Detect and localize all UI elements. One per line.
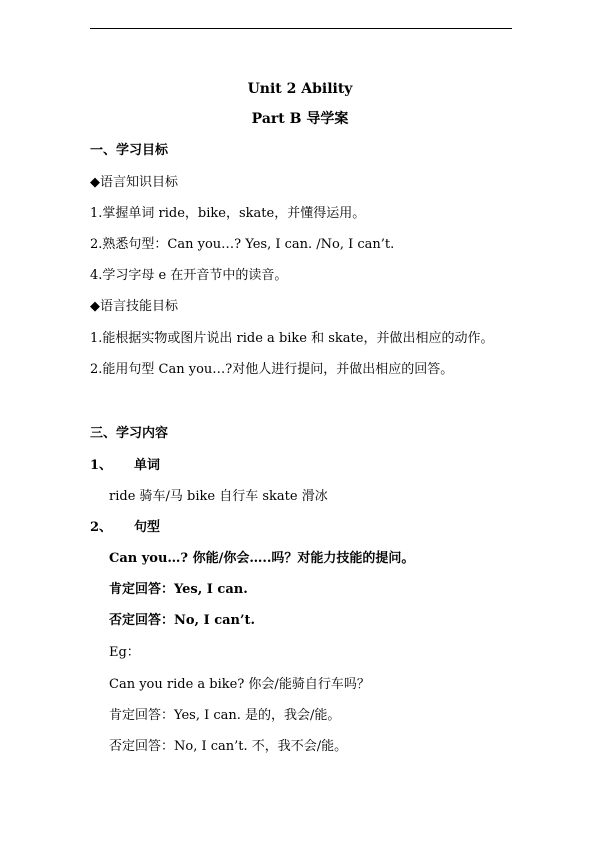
example-negative: 否定回答：No, I can’t. 不，我不会/能。 [109, 739, 348, 754]
words-number: 1、 [90, 458, 113, 473]
document-subtitle: Part B 导学案 [251, 111, 349, 127]
example-question: Can you ride a bike? 你会/能骑自行车吗？ [109, 677, 370, 692]
skills-goals-heading: ◆语言技能目标 [90, 299, 178, 314]
knowledge-goals-heading: ◆语言知识目标 [90, 175, 178, 190]
sentences-label: 句型 [134, 520, 161, 535]
knowledge-goal-item: 1.掌握单词 ride，bike，skate，并懂得运用。 [90, 206, 366, 221]
skills-goal-item: 1.能根据实物或图片说出 ride a bike 和 skate，并做出相应的动作。 [90, 331, 494, 346]
sentence-pattern: Can you…? 你能/你会…..吗？对能力技能的提问。 [109, 551, 415, 566]
words-list: ride 骑车/马 bike 自行车 skate 滑冰 [109, 489, 328, 504]
knowledge-goal-item: 4.学习字母 e 在开音节中的读音。 [90, 268, 288, 283]
knowledge-goal-item: 2.熟悉句型：Can you…? Yes, I can. /No, I can’t. [90, 237, 395, 252]
header-rule [90, 28, 512, 29]
section-goals-heading: 一、学习目标 [90, 143, 169, 158]
example-label: Eg： [109, 645, 140, 660]
document-title: Unit 2 Ability [247, 81, 353, 97]
section-content-heading: 三、学习内容 [90, 426, 169, 441]
skills-goal-item: 2.能用句型 Can you…?对他人进行提问，并做出相应的回答。 [90, 362, 454, 377]
words-label: 单词 [134, 458, 161, 473]
example-positive: 肯定回答：Yes, I can. 是的，我会/能。 [109, 708, 341, 723]
negative-answer: 否定回答：No, I can’t. [109, 613, 256, 628]
sentences-number: 2、 [90, 520, 113, 535]
positive-answer: 肯定回答：Yes, I can. [109, 582, 248, 597]
